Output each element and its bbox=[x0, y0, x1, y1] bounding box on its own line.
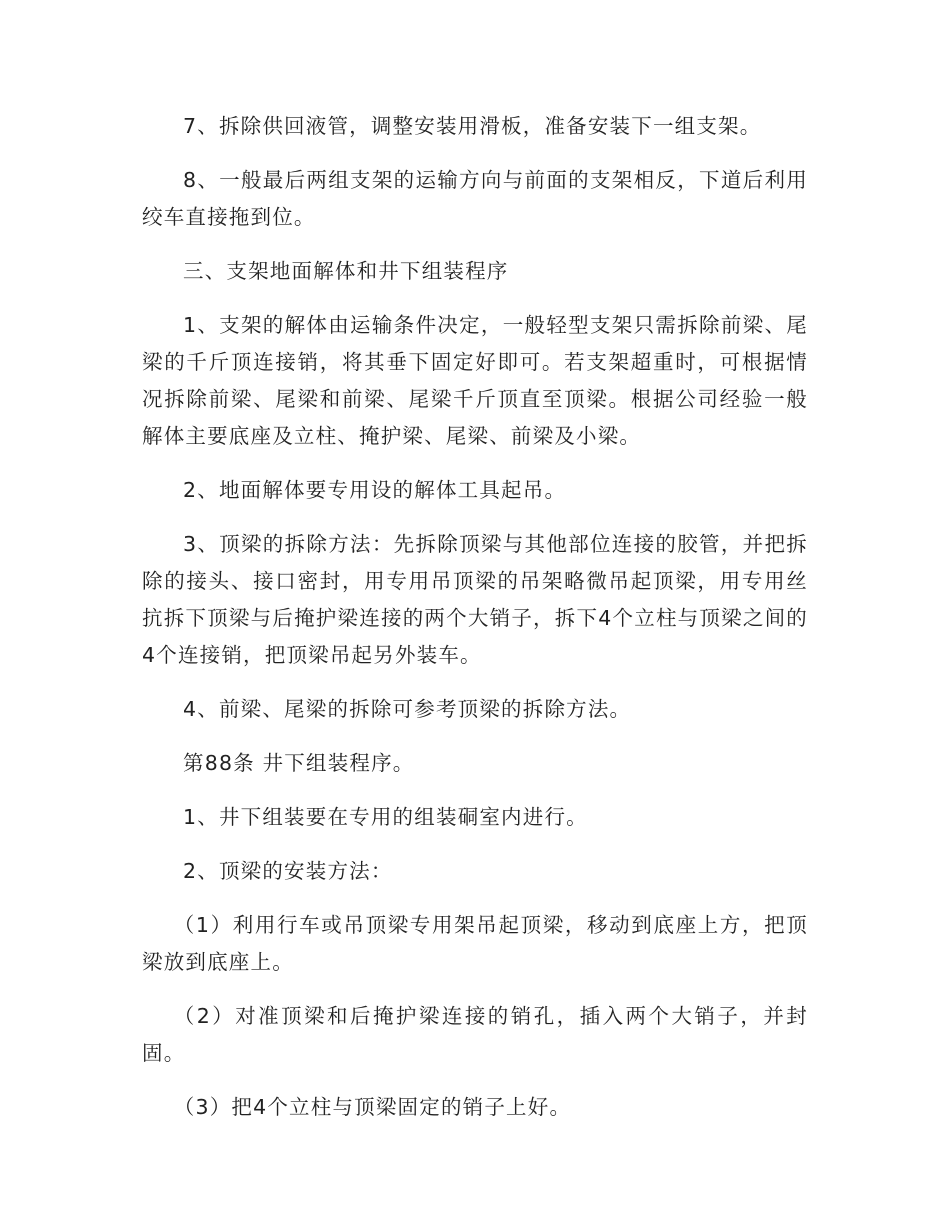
sub-item-3: （3）把4个立柱与顶梁固定的销子上好。 bbox=[173, 1095, 572, 1119]
paragraph-step-8: 8、一般最后两组支架的运输方向与前面的支架相反，下道后利用绞车直接拖到位。 bbox=[142, 168, 808, 229]
article-88-heading: 第88条 井下组装程序。 bbox=[183, 751, 415, 775]
paragraph-disassembly-1: 1、支架的解体由运输条件决定，一般轻型支架只需拆除前梁、尾梁的千斤顶连接销，将其垂下固定好即可。若支架超重时，可根据情况拆除前梁、尾梁和前梁、尾梁千斤顶直至顶梁。根据公司经验一般解体主要底座及立柱、掩护梁、尾梁、前梁及小梁。 bbox=[142, 313, 808, 448]
sub-item-1: （1）利用行车或吊顶梁专用架吊起顶梁，移动到底座上方，把顶梁放到底座上。 bbox=[142, 913, 808, 974]
paragraph-assembly-2: 2、顶梁的安装方法： bbox=[183, 859, 393, 883]
section-heading-3: 三、支架地面解体和井下组装程序 bbox=[183, 259, 509, 283]
paragraph-disassembly-2: 2、地面解体要专用设的解体工具起吊。 bbox=[183, 478, 567, 502]
sub-item-2: （2）对准顶梁和后掩护梁连接的销孔，插入两个大销子，并封固。 bbox=[142, 1004, 808, 1065]
paragraph-disassembly-4: 4、前梁、尾梁的拆除可参考顶梁的拆除方法。 bbox=[183, 697, 632, 721]
document-body bbox=[142, 108, 808, 1143]
paragraph-step-7: 7、拆除供回液管，调整安装用滑板，准备安装下一组支架。 bbox=[183, 114, 762, 138]
paragraph-disassembly-3: 3、顶梁的拆除方法：先拆除顶梁与其他部位连接的胶管，并把拆除的接头、接口密封，用专用吊顶梁的吊架略微吊起顶梁，用专用丝抗拆下顶梁与后掩护梁连接的两个大销子，拆下4个立柱与顶梁之间的4个连接销，把顶梁吊起另外装车。 bbox=[142, 532, 808, 667]
paragraph-assembly-1: 1、井下组装要在专用的组装硐室内进行。 bbox=[183, 805, 588, 829]
